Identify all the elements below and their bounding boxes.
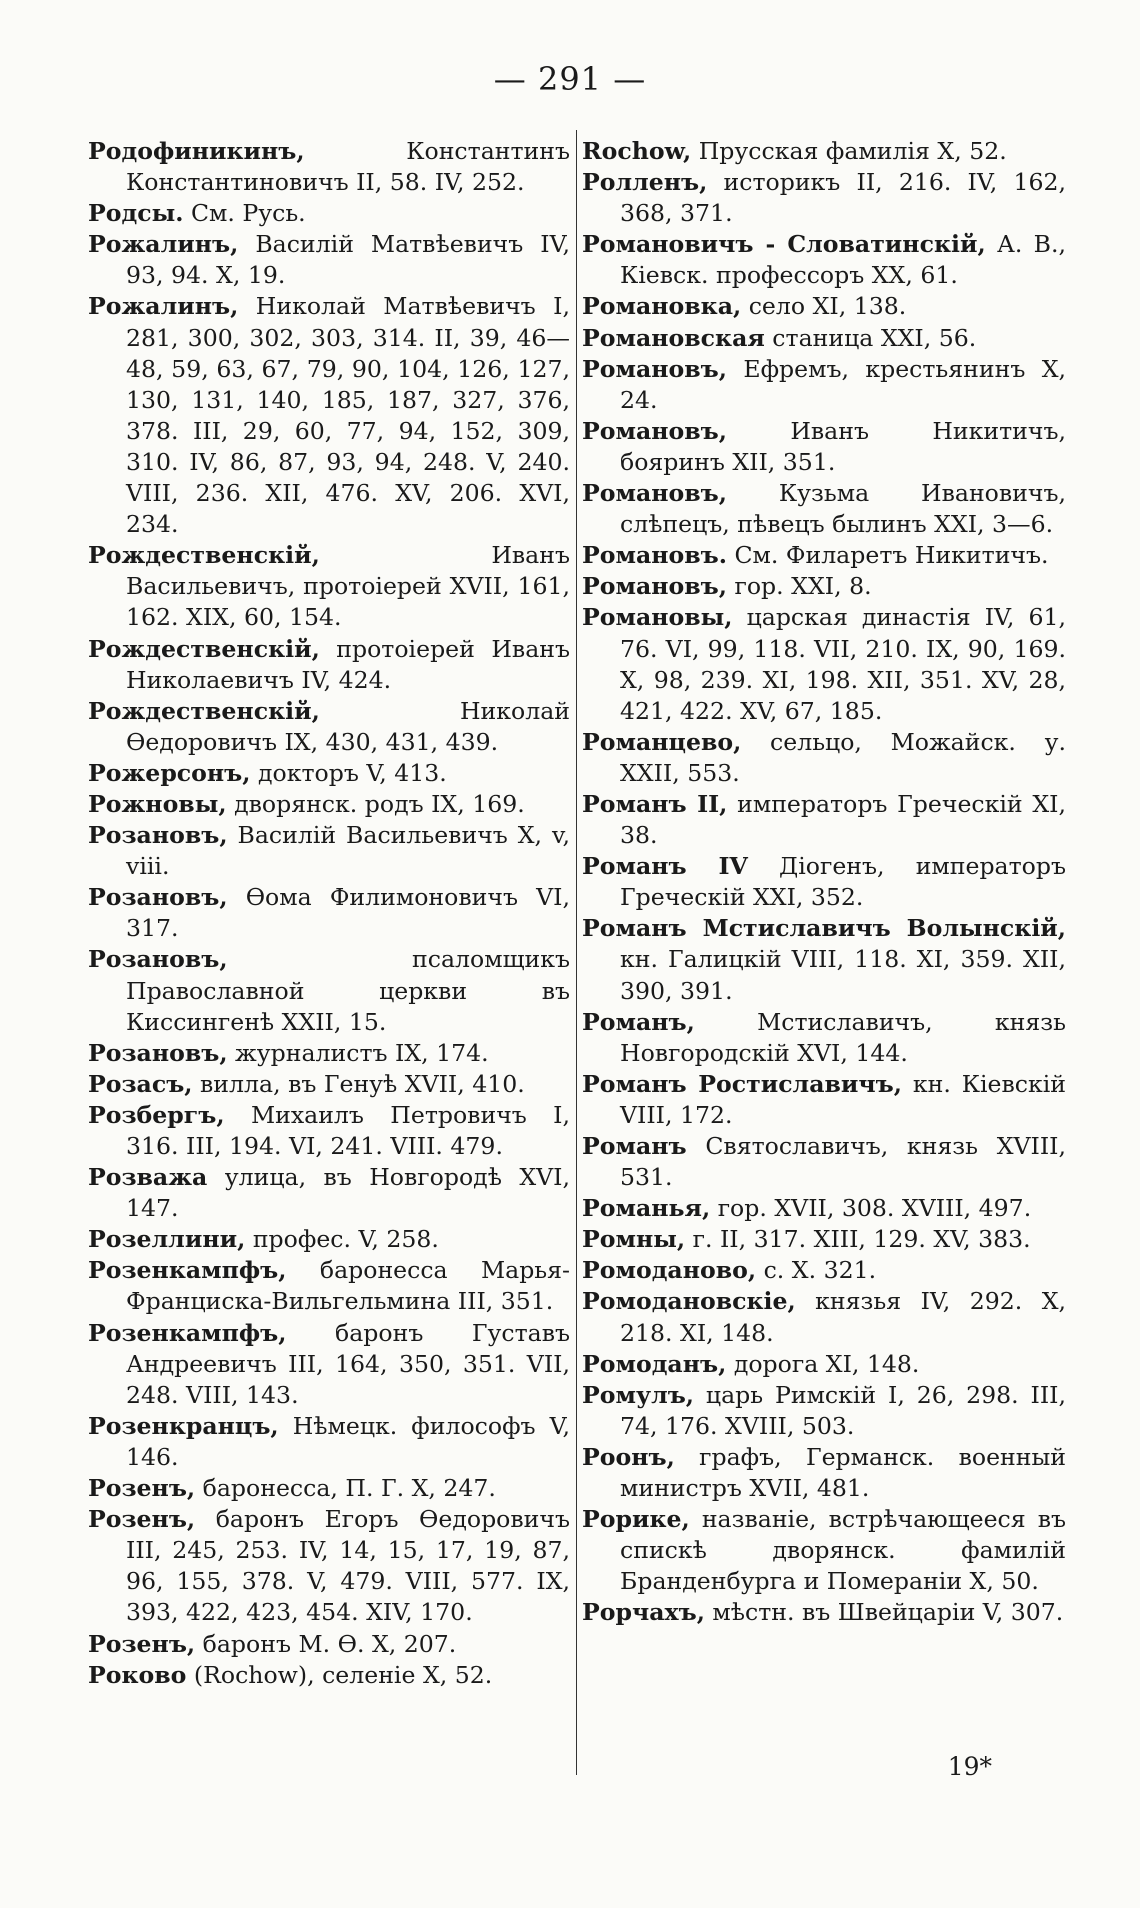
index-entry bbox=[88, 1660, 570, 1691]
entry-references: Нѣмецк. философъ V, 146. bbox=[126, 1411, 571, 1471]
index-entry bbox=[582, 1504, 1066, 1597]
entry-references: См. Русь. bbox=[190, 199, 306, 228]
index-entry bbox=[88, 789, 570, 820]
index-entry bbox=[88, 1473, 570, 1504]
entry-references: См. Филаретъ Никитичъ. bbox=[734, 541, 1049, 570]
entry-references: царская династія IV, 61, 76. VI, 99, 118. VII, 210. IX, 90, 169. X, 98, 239. XI, 198. XII, 351. XV, 28, 421, 422. XV, 67, 185. bbox=[620, 603, 1067, 725]
entry-references: улица, въ Новгородѣ XVI, 147. bbox=[126, 1163, 570, 1223]
index-entry bbox=[88, 820, 570, 882]
entry-references: Мстиславичъ, князь Новгородскій XVI, 144. bbox=[620, 1007, 1067, 1067]
entry-headword: Романъ Мстиславичъ Волынскій, bbox=[582, 914, 1066, 943]
entry-headword: Розановъ, bbox=[88, 1038, 228, 1067]
entry-headword: Романовъ. bbox=[582, 541, 727, 570]
entry-headword: Романовъ, bbox=[582, 416, 727, 445]
entry-headword: Розановъ, bbox=[88, 821, 228, 850]
entry-references: Святославичъ, князь XVIII, 531. bbox=[620, 1132, 1067, 1192]
index-entry bbox=[582, 229, 1066, 291]
entry-headword: Романцево, bbox=[582, 727, 742, 756]
right-column bbox=[582, 136, 1066, 1629]
index-entry bbox=[88, 1069, 570, 1100]
entry-references: названіе, встрѣчающееся въ спискѣ дворянск. фамилій Бранденбурга и Помераніи X, 50. bbox=[620, 1505, 1066, 1596]
entry-headword: Романовская bbox=[582, 323, 765, 352]
entry-headword: Рорике, bbox=[582, 1505, 690, 1534]
entry-headword: Ролленъ, bbox=[582, 168, 708, 197]
index-entry bbox=[88, 1411, 570, 1473]
index-entry bbox=[582, 1131, 1066, 1193]
entry-headword: Романъ IV bbox=[582, 852, 748, 881]
entry-references: гор. XVII, 308. XVIII, 497. bbox=[717, 1194, 1032, 1223]
index-entry bbox=[582, 416, 1066, 478]
entry-references: Василій Матвѣевичъ IV, 93, 94. X, 19. bbox=[126, 230, 570, 290]
index-entry bbox=[582, 1286, 1066, 1348]
index-entry bbox=[582, 136, 1066, 167]
entry-headword: Романовъ, bbox=[582, 479, 727, 508]
entry-references: Діогенъ, императоръ Греческій XXI, 352. bbox=[620, 852, 1066, 912]
entry-references: царь Римскій I, 26, 298. III, 74, 176. XVIII, 503. bbox=[620, 1380, 1066, 1440]
index-entry bbox=[582, 1069, 1066, 1131]
entry-references: баронесса, П. Г. X, 247. bbox=[202, 1474, 496, 1503]
index-entry bbox=[88, 634, 570, 696]
entry-references: журналистъ IX, 174. bbox=[235, 1038, 489, 1067]
entry-headword: Роково bbox=[88, 1660, 187, 1689]
index-entry bbox=[582, 1007, 1066, 1069]
entry-headword: Розенкампфъ, bbox=[88, 1318, 287, 1347]
index-entry bbox=[582, 789, 1066, 851]
entry-references: дорога XI, 148. bbox=[733, 1349, 920, 1378]
entry-headword: Розенкранцъ, bbox=[88, 1411, 279, 1440]
index-entry bbox=[582, 571, 1066, 602]
index-entry bbox=[582, 1380, 1066, 1442]
column-divider bbox=[576, 130, 577, 1775]
entry-references: с. X. 321. bbox=[763, 1256, 877, 1285]
entry-headword: Рожалинъ, bbox=[88, 230, 239, 259]
entry-references: станица XXI, 56. bbox=[772, 323, 977, 352]
entry-headword: Ромоданъ, bbox=[582, 1349, 727, 1378]
index-entry bbox=[88, 944, 570, 1037]
index-entry bbox=[88, 1504, 570, 1628]
entry-references: Михаилъ Петровичъ I, 316. III, 194. VI, 241. VIII. 479. bbox=[126, 1100, 570, 1160]
entry-headword: Романъ bbox=[582, 1132, 687, 1160]
entry-headword: Романовы, bbox=[582, 603, 733, 632]
entry-references: Прусская фамилія X, 52. bbox=[698, 137, 1007, 165]
entry-headword: Розенъ, bbox=[88, 1629, 196, 1658]
index-entry bbox=[582, 323, 1066, 354]
index-entry bbox=[88, 136, 570, 198]
entry-references: профес. V, 258. bbox=[252, 1225, 439, 1254]
entry-references: Ефремъ, крестьянинъ X, 24. bbox=[620, 354, 1066, 414]
index-entry bbox=[88, 696, 570, 758]
entry-headword: Романъ, bbox=[582, 1007, 695, 1036]
index-entry bbox=[582, 851, 1066, 913]
index-entry bbox=[582, 291, 1066, 322]
entry-headword: Рожновы, bbox=[88, 789, 227, 818]
entry-headword: Rochow, bbox=[582, 137, 692, 165]
entry-headword: Розважа bbox=[88, 1163, 208, 1192]
entry-headword: Ромулъ, bbox=[582, 1380, 695, 1409]
entry-references: Николай Ѳедоровичъ IX, 430, 431, 439. bbox=[126, 696, 570, 756]
entry-references: мѣстн. въ Швейцаріи V, 307. bbox=[712, 1598, 1064, 1627]
index-entry bbox=[582, 913, 1066, 1006]
index-entry bbox=[582, 167, 1066, 229]
entry-references: кн. Галицкій VIII, 118. XI, 359. XII, 390, 391. bbox=[620, 945, 1066, 1005]
index-entry bbox=[88, 1162, 570, 1224]
index-entry bbox=[88, 882, 570, 944]
entry-references: баронесса Марья-Франциска-Вильгельмина III, 351. bbox=[126, 1256, 571, 1316]
entry-references: Ѳома Филимоновичъ VI, 317. bbox=[126, 883, 571, 943]
index-entry bbox=[582, 478, 1066, 540]
index-entry bbox=[582, 1442, 1066, 1504]
index-entry bbox=[582, 1193, 1066, 1224]
entry-references: Николай Матвѣевичъ I, 281, 300, 302, 303, 314. II, 39, 46—48, 59, 63, 67, 79, 90, 104, 126, 127, 130, 131, 140, 185, 187, 327, 376, 378. III, 29, 60, 77, 94, 152, 309, 310. IV, 86, 87, 93, 94, 248. V, 240. VIII, 236. XII, 476. XV, 206. XVI, 234. bbox=[126, 292, 570, 539]
entry-headword: Рожерсонъ, bbox=[88, 758, 251, 787]
index-entry bbox=[88, 291, 570, 540]
entry-headword: Рожалинъ, bbox=[88, 292, 239, 321]
index-entry bbox=[88, 758, 570, 789]
entry-headword: Розенъ, bbox=[88, 1474, 196, 1503]
index-entry bbox=[88, 229, 570, 291]
entry-references: гор. XXI, 8. bbox=[734, 572, 872, 601]
index-entry bbox=[88, 1255, 570, 1317]
entry-references: докторъ V, 413. bbox=[258, 758, 447, 787]
entry-references: императоръ Греческій XI, 38. bbox=[620, 789, 1067, 850]
entry-headword: Рождественскій, bbox=[88, 634, 320, 663]
index-entry bbox=[582, 540, 1066, 571]
entry-headword: Розеллини, bbox=[88, 1225, 246, 1254]
entry-references: сельцо, Можайск. у. XXII, 553. bbox=[620, 727, 1067, 787]
index-entry bbox=[88, 1100, 570, 1162]
entry-headword: Рорчахъ, bbox=[582, 1598, 705, 1627]
entry-references: Иванъ Васильевичъ, протоіерей XVII, 161, 162. XIX, 60, 154. bbox=[126, 541, 570, 632]
entry-headword: Романъ II, bbox=[582, 789, 728, 818]
entry-headword: Розенкампфъ, bbox=[88, 1256, 287, 1285]
entry-headword: Романовка, bbox=[582, 292, 742, 321]
left-column bbox=[88, 136, 570, 1691]
index-entry bbox=[582, 727, 1066, 789]
page-number: — 291 — bbox=[493, 60, 647, 98]
entry-references: протоіерей Иванъ Николаевичъ IV, 424. bbox=[126, 634, 570, 694]
entry-references: баронъ Егоръ Ѳедоровичъ III, 245, 253. IV, 14, 15, 17, 19, 87, 96, 155, 378. V, 479. VIII, 577. IX, 393, 422, 423, 454. XIV, 170. bbox=[126, 1505, 570, 1627]
index-entry bbox=[582, 1255, 1066, 1286]
entry-headword: Романовичъ - Словатинскій, bbox=[582, 230, 986, 259]
entry-references: баронъ Густавъ Андреевичъ III, 164, 350, 351. VII, 248. VIII, 143. bbox=[126, 1318, 571, 1409]
entry-headword: Розбергъ, bbox=[88, 1100, 225, 1129]
entry-references: Василій Васильевичъ X, v, viii. bbox=[126, 821, 571, 881]
index-entry bbox=[582, 1224, 1066, 1255]
index-entry bbox=[582, 1597, 1066, 1628]
entry-references: (Rochow), селеніе X, 52. bbox=[193, 1660, 493, 1689]
index-entry bbox=[582, 602, 1066, 726]
entry-headword: Родофиникинъ, bbox=[88, 137, 305, 165]
entry-headword: Ромоданово, bbox=[582, 1256, 757, 1285]
entry-headword: Ромодановскіе, bbox=[582, 1287, 796, 1316]
entry-headword: Розенъ, bbox=[88, 1505, 196, 1534]
entry-references: баронъ М. Ѳ. X, 207. bbox=[202, 1629, 457, 1658]
entry-headword: Романья, bbox=[582, 1194, 711, 1223]
entry-headword: Рождественскій, bbox=[88, 541, 320, 570]
entry-references: историкъ II, 216. IV, 162, 368, 371. bbox=[620, 168, 1066, 228]
entry-headword: Романъ Ростиславичъ, bbox=[582, 1069, 902, 1098]
entry-references: кн. Кіевскій VIII, 172. bbox=[620, 1069, 1066, 1129]
entry-headword: Розановъ, bbox=[88, 945, 228, 974]
entry-references: село XI, 138. bbox=[748, 292, 907, 321]
index-entry bbox=[582, 354, 1066, 416]
entry-headword: Ромны, bbox=[582, 1225, 686, 1254]
entry-references: псаломщикъ Православной церкви въ Киссингенѣ XXII, 15. bbox=[126, 945, 570, 1036]
entry-headword: Родсы. bbox=[88, 199, 184, 228]
entry-references: А. В., Кіевск. профессоръ XX, 61. bbox=[620, 230, 1066, 290]
index-entry bbox=[88, 1038, 570, 1069]
entry-references: Константинъ Константиновичъ II, 58. IV, 252. bbox=[126, 137, 570, 197]
entry-headword: Роонъ, bbox=[582, 1442, 675, 1471]
index-entry bbox=[88, 1318, 570, 1411]
entry-headword: Розановъ, bbox=[88, 883, 228, 912]
entry-headword: Романовъ, bbox=[582, 572, 727, 601]
entry-headword: Розасъ, bbox=[88, 1069, 193, 1098]
entry-headword: Романовъ, bbox=[582, 354, 727, 383]
entry-references: князья IV, 292. X, 218. XI, 148. bbox=[620, 1287, 1067, 1347]
entry-references: графъ, Германск. военный министръ XVII, 481. bbox=[620, 1442, 1066, 1503]
index-entry bbox=[88, 1629, 570, 1660]
entry-references: г. II, 317. XIII, 129. XV, 383. bbox=[692, 1225, 1031, 1254]
index-entry bbox=[88, 1224, 570, 1255]
index-entry bbox=[88, 540, 570, 633]
index-entry bbox=[88, 198, 570, 229]
signature-mark: 19* bbox=[947, 1752, 992, 1781]
entry-references: Иванъ Никитичъ, бояринъ XII, 351. bbox=[620, 416, 1066, 476]
index-entry bbox=[582, 1349, 1066, 1380]
entry-headword: Рождественскій, bbox=[88, 696, 320, 725]
entry-references: Кузьма Ивановичъ, слѣпецъ, пѣвецъ былинъ XXI, 3—6. bbox=[620, 479, 1067, 539]
entry-references: дворянск. родъ IX, 169. bbox=[234, 789, 525, 818]
entry-references: вилла, въ Генуѣ XVII, 410. bbox=[200, 1069, 525, 1098]
